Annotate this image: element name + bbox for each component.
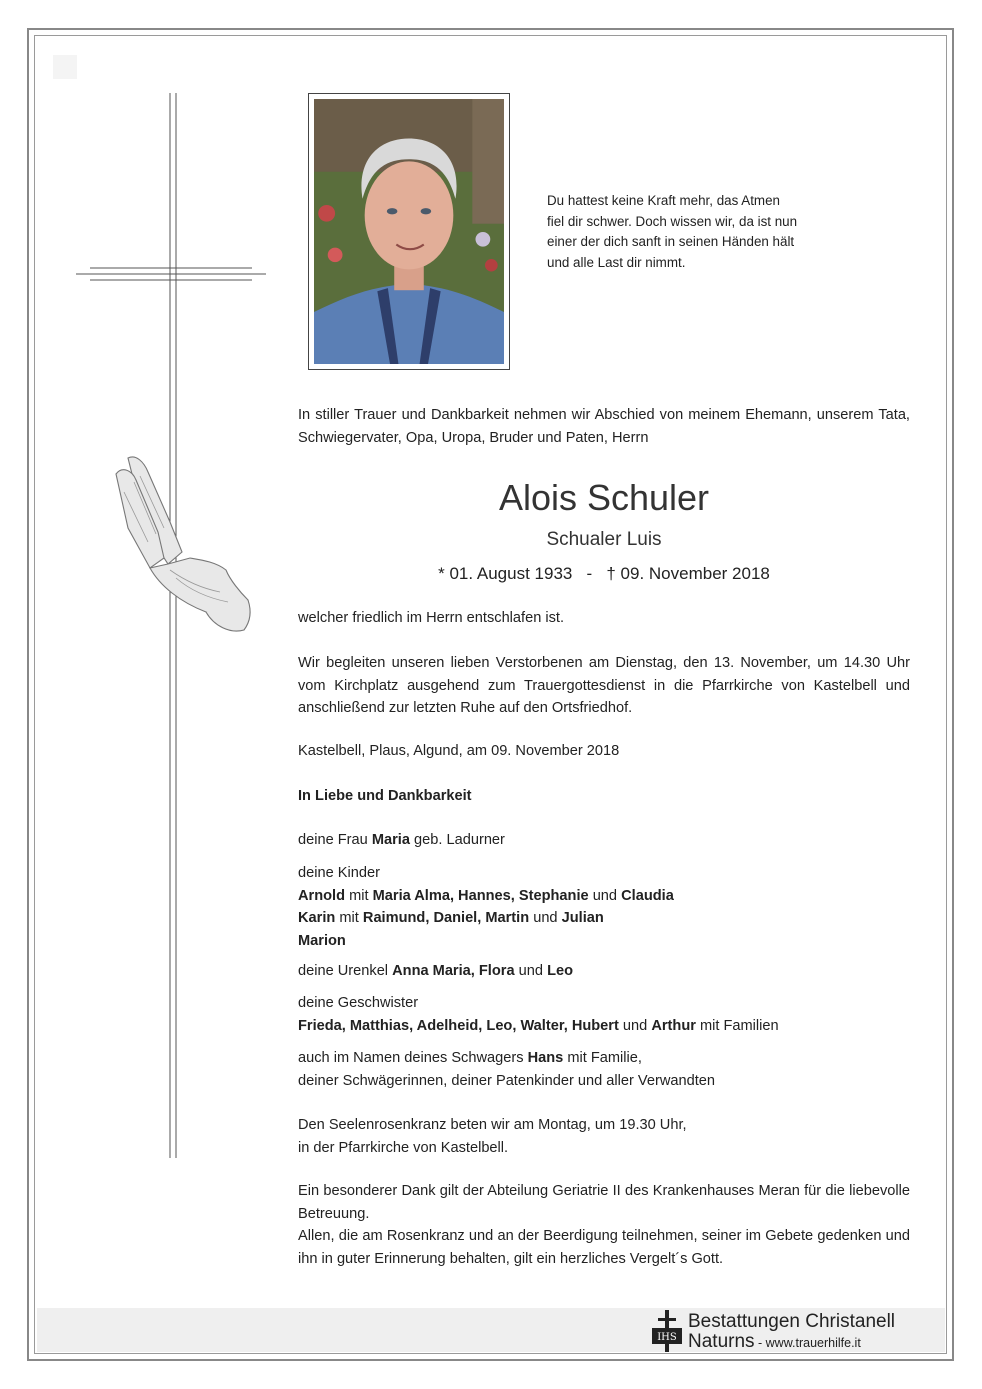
peaceful-text: welcher friedlich im Herrn entschlafen ist. — [298, 610, 565, 626]
rosary-block — [298, 1114, 910, 1159]
date-separator: - — [586, 564, 593, 583]
family-names: Raimund, Daniel, Martin — [362, 910, 530, 926]
greatgrandchildren-names: Leo — [547, 963, 574, 979]
brother-in-law-line — [298, 1047, 910, 1070]
family-names: Julian — [561, 910, 604, 926]
portrait-photo — [314, 99, 504, 364]
poem-line: und alle Last dir nimmt. — [547, 254, 686, 270]
poem — [547, 191, 867, 273]
love-heading-text: In Liebe und Dankbarkeit — [298, 788, 472, 804]
connector: mit — [349, 887, 369, 904]
greatgrandchildren-names: Anna Maria, Flora — [392, 963, 515, 979]
family-names: Claudia — [621, 887, 674, 904]
company-location — [688, 1331, 861, 1354]
life-dates — [298, 562, 910, 586]
place-date: Kastelbell, Plaus, Algund, am 09. November 2018 — [298, 743, 620, 759]
child-name: Karin — [298, 910, 336, 926]
family-names: Maria Alma, Hannes, Stephanie — [372, 887, 589, 904]
love-heading — [298, 785, 910, 808]
brother-in-law-prefix: auch im Namen deines Schwagers — [298, 1050, 524, 1066]
connector: mit — [339, 910, 359, 926]
intro-text: In stiller Trauer und Dankbarkeit nehmen wir Abschied von meinem Ehemann, unserem Tata, Schwiegervater, Opa, Uropa, Bruder und Paten, Herrn — [298, 407, 910, 446]
siblings-names: Frieda, Matthias, Adelheid, Leo, Walter, Hubert — [298, 1017, 619, 1034]
corner-mark — [53, 55, 77, 79]
deceased-name: Alois Schuler — [498, 477, 710, 518]
connector: und — [518, 963, 543, 979]
company-name: Bestattungen Christanell — [688, 1311, 896, 1332]
connector: und — [622, 1017, 648, 1034]
wife-prefix: deine Frau — [298, 832, 368, 848]
children-label: deine Kinder — [298, 865, 380, 881]
praying-hands-icon — [110, 452, 255, 637]
relatives-line: deiner Schwägerinnen, deiner Patenkinder und aller Verwandten — [298, 1072, 716, 1089]
brother-in-law-suffix: mit Familie, — [567, 1050, 642, 1066]
children-row — [298, 885, 910, 908]
rosary-line: in der Pfarrkirche von Kastelbell. — [298, 1139, 509, 1156]
child-name: Marion — [298, 932, 346, 949]
children-block — [298, 862, 910, 952]
birth-date: * 01. August 1933 — [438, 564, 573, 583]
company-town: Naturns — [688, 1331, 755, 1352]
brother-in-law-name: Hans — [527, 1050, 564, 1066]
wife-suffix: geb. Ladurner — [414, 832, 505, 848]
wife-name: Maria — [371, 832, 410, 848]
company-website[interactable]: - www.trauerhilfe.it — [754, 1336, 861, 1350]
funeral-text: Wir begleiten unseren lieben Verstorbenen am Dienstag, den 13. November, um 14.30 Uhr vom Kirchplatz ausgehend zum Trauergottesdienst in die Pfarrkirche von Kastelbell und anschließend zur letzten Ruhe auf den Ortsfriedhof. — [298, 655, 910, 716]
greatgrandchildren-line — [298, 960, 910, 983]
poem-line: fiel dir schwer. Doch wissen wir, da ist nun — [547, 213, 798, 229]
children-row — [298, 930, 910, 953]
relatives-block — [298, 1047, 910, 1092]
siblings-names: Arthur — [651, 1017, 696, 1034]
child-name: Arnold — [298, 887, 346, 904]
connector: und — [592, 887, 618, 904]
thanks-hospital: Ein besonderer Dank gilt der Abteilung Geriatrie II des Krankenhauses Meran für die liebevolle Betreuung. — [298, 1183, 910, 1222]
death-date: † 09. November 2018 — [606, 564, 770, 583]
children-row — [298, 907, 910, 930]
siblings-label: deine Geschwister — [298, 995, 419, 1011]
portrait-frame — [308, 93, 510, 370]
siblings-row — [298, 1015, 910, 1038]
thanks-general: Allen, die am Rosenkranz und an der Beerdigung teilnehmen, seiner im Gebete gedenken und ihn in guter Erinnerung behalten, gilt ein herzliches Vergelt´s Gott. — [298, 1228, 910, 1267]
poem-line: Du hattest keine Kraft mehr, das Atmen — [547, 193, 780, 208]
siblings-suffix: mit Familien — [699, 1017, 779, 1034]
deceased-nickname: Schualer Luis — [546, 529, 662, 550]
poem-line: einer der dich sanft in seinen Händen hält — [547, 234, 795, 249]
greatgrandchildren-prefix: deine Urenkel — [298, 963, 389, 979]
rosary-line: Den Seelenrosenkranz beten wir am Montag, um 19.30 Uhr, — [298, 1117, 687, 1133]
wife-line — [298, 829, 910, 852]
connector: und — [533, 910, 558, 926]
svg-text:IHS: IHS — [657, 1332, 677, 1343]
funeral-cross-logo-icon — [650, 1310, 684, 1352]
siblings-block — [298, 992, 910, 1037]
